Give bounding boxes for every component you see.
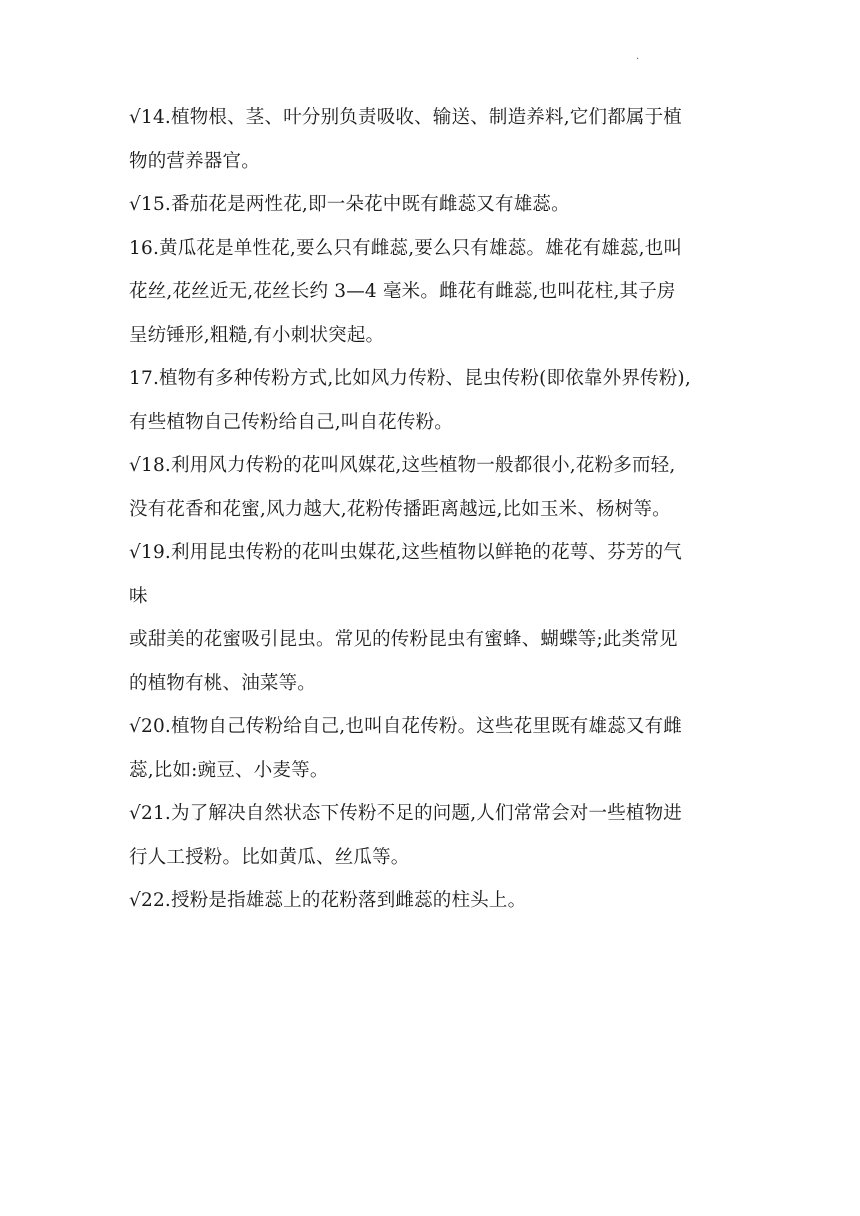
text-line: √18.利用风力传粉的花叫风媒花,这些植物一般都很小,花粉多而轻, — [129, 455, 676, 476]
text-line: 没有花香和花蜜,风力越大,花粉传播距离越远,比如玉米、杨树等。 — [129, 498, 671, 520]
text-line: 花丝,花丝近无,花丝长约 3—4 毫米。雌花有雌蕊,也叫花柱,其子房 — [129, 281, 676, 302]
text-line: √21.为了解决自然状态下传粉不足的问题,人们常常会对一些植物进 — [129, 803, 682, 824]
text-line: √22.授粉是指雄蕊上的花粉落到雌蕊的柱头上。 — [129, 890, 527, 911]
document-body — [129, 100, 739, 927]
text-line: 行人工授粉。比如黄瓜、丝瓜等。 — [129, 846, 410, 868]
text-line: √14.植物根、茎、叶分别负责吸收、输送、制造养料,它们都属于植 — [129, 107, 682, 128]
text-line: √15.番茄花是两性花,即一朵花中既有雌蕊又有雄蕊。 — [129, 194, 570, 215]
text-line: 味 — [129, 585, 148, 607]
text-line: √20.植物自己传粉给自己,也叫自花传粉。这些花里既有雄蕊又有雌 — [129, 716, 682, 737]
text-line: 16.黄瓜花是单性花,要么只有雌蕊,要么只有雄蕊。雄花有雄蕊,也叫 — [129, 237, 683, 259]
text-line: 17.植物有多种传粉方式,比如风力传粉、昆虫传粉(即依靠外界传粉), — [129, 368, 691, 389]
text-line: 的植物有桃、油菜等。 — [129, 672, 317, 694]
text-line: 或甜美的花蜜吸引昆虫。常见的传粉昆虫有蜜蜂、蝴蝶等;此类常见 — [129, 629, 678, 650]
text-line: 呈纺锤形,粗糙,有小刺状突起。 — [129, 324, 385, 346]
text-line: 蕊,比如:豌豆、小麦等。 — [129, 759, 329, 781]
text-line: 物的营养器官。 — [129, 150, 260, 172]
text-line: √19.利用昆虫传粉的花叫虫媒花,这些植物以鲜艳的花萼、芬芳的气 — [129, 542, 682, 563]
text-line: 有些植物自己传粉给自己,叫自花传粉。 — [129, 411, 453, 433]
page-mark: . — [636, 51, 640, 62]
